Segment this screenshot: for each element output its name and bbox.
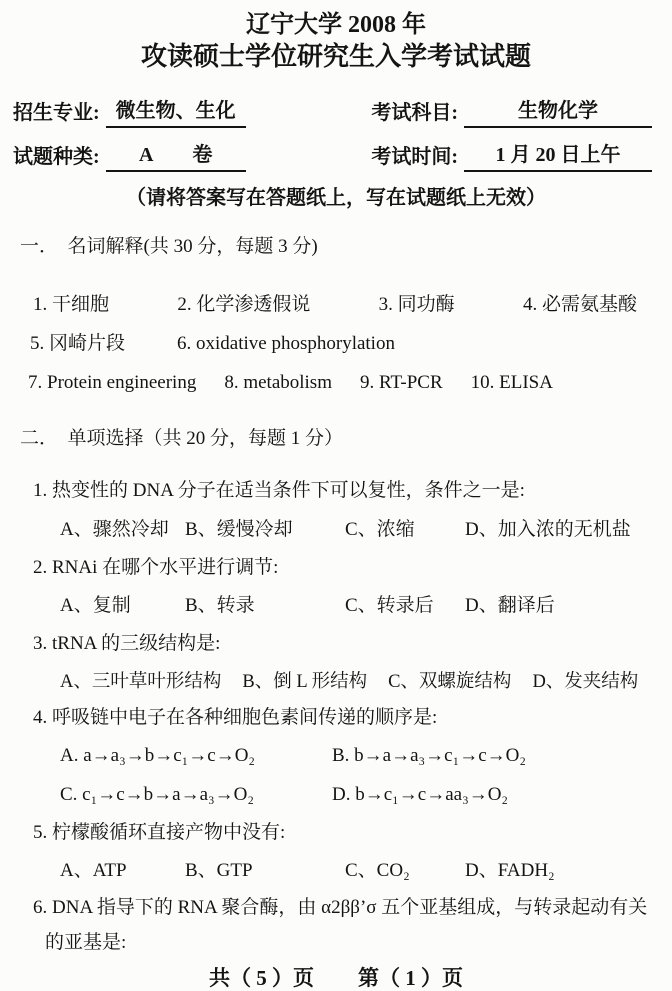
- option-item: B、GTP: [185, 860, 253, 881]
- page-title: 辽宁大学 2008 年: [246, 12, 426, 38]
- question-6-stem-line-1: 6. DNA 指导下的 RNA 聚合酶，由 α2ββ’σ 五个亚基组成，与转录起动有关: [33, 897, 648, 918]
- option-item: D、FADH₂: [465, 860, 555, 881]
- admission-major-label: 招生专业:: [13, 102, 100, 124]
- option-item: B、缓慢冷却: [185, 519, 293, 540]
- option-item: B、倒 L 形结构: [242, 672, 368, 692]
- exam-subject-value: 生物化学: [464, 96, 652, 128]
- question-5-stem: 5. 柠檬酸循环直接产物中没有:: [33, 822, 286, 843]
- exam-time-label: 考试时间:: [371, 146, 458, 168]
- option-item: C、浓缩: [345, 519, 415, 540]
- exam-info-form: [13, 96, 652, 172]
- option-item: A、三叶草叶形结构: [60, 672, 222, 692]
- footer-current-page: 第（ 1 ）页: [358, 966, 463, 990]
- section1-heading: 一． 名词解释(共 30 分，每题 3 分): [20, 236, 318, 257]
- paper-type-value: A 卷: [106, 140, 246, 172]
- option-item: D. b→c₁→c→aa₃→O₂: [332, 784, 509, 805]
- terms-row-2: [30, 331, 672, 357]
- form-row-2: [13, 140, 652, 172]
- term-item: 4. 必需氨基酸: [522, 294, 637, 315]
- option-item: D、翻译后: [465, 595, 555, 616]
- option-item: B. b→a→a₃→c₁→c→O₂: [332, 745, 526, 766]
- terms-row-1: [33, 292, 637, 318]
- question-1-stem: 1. 热变性的 DNA 分子在适当条件下可以复性，条件之一是:: [33, 480, 525, 501]
- exam-subject-label: 考试科目:: [371, 102, 458, 124]
- exam-time-value: 1 月 20 日上午: [464, 140, 652, 172]
- page-footer: [0, 964, 672, 991]
- term-item: 1. 干细胞: [33, 294, 110, 315]
- question-4-options-row-1: [60, 743, 672, 769]
- question-5-options: [60, 858, 672, 884]
- question-2-stem: 2. RNAi 在哪个水平进行调节:: [33, 557, 279, 578]
- term-item: 5. 冈崎片段: [30, 333, 126, 354]
- question-3-options: [60, 669, 672, 695]
- instruction-note: （请将答案写在答题纸上，写在试题纸上无效）: [126, 187, 546, 209]
- section2-heading: 二． 单项选择（共 20 分，每题 1 分）: [20, 428, 344, 449]
- question-3-stem: 3. tRNA 的三级结构是:: [33, 633, 221, 654]
- question-4-options-row-2: [60, 782, 672, 808]
- term-item: 8. metabolism: [224, 372, 332, 393]
- option-item: C、转录后: [345, 595, 434, 616]
- term-item: 9. RT-PCR: [359, 372, 443, 393]
- terms-row-3: [28, 370, 672, 396]
- question-2-options: [60, 593, 672, 619]
- term-item: 7. Protein engineering: [28, 372, 197, 393]
- term-item: 6. oxidative phosphorylation: [177, 333, 395, 354]
- question-6-stem-line-2: 的亚基是:: [45, 932, 127, 953]
- option-item: A. a→a₃→b→c₁→c→O₂: [60, 745, 256, 766]
- footer-total-pages: 共（ 5 ）页: [209, 966, 314, 990]
- page-subtitle: 攻读硕士学位研究生入学考试试题: [140, 42, 531, 71]
- option-item: A、骤然冷却: [60, 519, 169, 540]
- term-item: 3. 同功酶: [378, 294, 455, 315]
- question-1-options: [60, 517, 672, 543]
- option-item: A、ATP: [60, 860, 127, 881]
- option-item: C、CO₂: [345, 860, 410, 881]
- admission-major-value: 微生物、生化: [106, 96, 246, 128]
- paper-type-label: 试题种类:: [13, 146, 100, 168]
- option-item: B、转录: [185, 595, 255, 616]
- option-item: D、发夹结构: [532, 672, 639, 692]
- form-row-1: [13, 96, 652, 128]
- term-item: 10. ELISA: [470, 372, 553, 393]
- option-item: C. c₁→c→b→a→a₃→O₂: [60, 784, 254, 805]
- term-item: 2. 化学渗透假说: [177, 294, 311, 315]
- option-item: C、双螺旋结构: [388, 672, 512, 692]
- option-item: D、加入浓的无机盐: [465, 519, 631, 540]
- question-4-stem: 4. 呼吸链中电子在各种细胞色素间传递的顺序是:: [33, 707, 438, 728]
- option-item: A、复制: [60, 595, 131, 616]
